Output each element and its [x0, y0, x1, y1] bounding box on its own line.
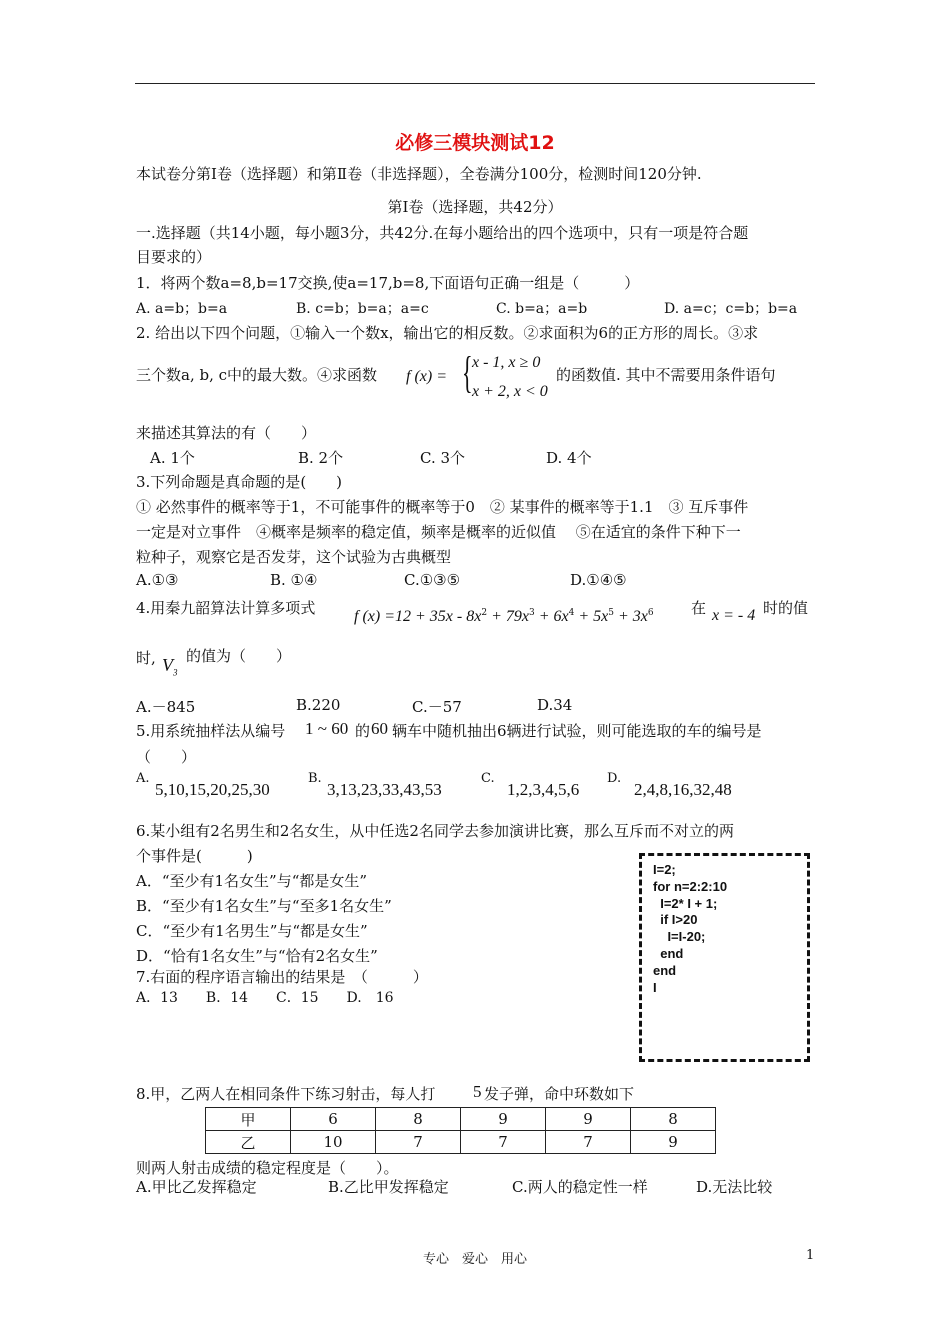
code-line: end	[653, 962, 677, 978]
part1-heading: 第Ⅰ卷（选择题，共42分）	[387, 198, 563, 216]
q5-number: 60	[371, 719, 388, 738]
q5-option-a: 5,10,15,20,25,30	[155, 780, 270, 799]
code-box	[639, 853, 810, 1062]
q7-stem: 7.右面的程序语言输出的结果是 （ ）	[136, 968, 428, 986]
q2-case1: x - 1, x ≥ 0	[472, 354, 541, 371]
q5-paren: （ ）	[136, 748, 197, 766]
table-cell: 6	[291, 1108, 376, 1131]
q2-line3: 来描述其算法的有（ ）	[136, 424, 317, 442]
header-rule	[135, 83, 815, 84]
table-cell: 9	[546, 1108, 631, 1131]
code-line: end	[653, 945, 684, 961]
q6-line2: 个事件是( )	[136, 847, 253, 865]
table-cell: 甲	[206, 1108, 291, 1131]
q2-line2-post: 的函数值. 其中不需要用条件语句	[556, 366, 776, 384]
q5-mid: 的	[355, 722, 371, 740]
table-row	[206, 1131, 716, 1154]
q4-line2-post: 的值为（ ）	[186, 647, 292, 665]
q6-option-a: A．“至少有1名女生”与“都是女生”	[136, 872, 368, 890]
q3-option-d: D.①④⑤	[570, 571, 627, 589]
q4-x-value: x = - 4	[712, 607, 756, 624]
q5-stem-post: 辆车中随机抽出6辆进行试验，则可能选取的车的编号是	[392, 722, 762, 740]
q2-option-d: D. 4个	[546, 449, 592, 467]
table-cell: 8	[376, 1108, 461, 1131]
q3-option-a: A.①③	[136, 571, 179, 589]
q1-option-a: A. a=b；b=a	[136, 301, 228, 317]
q4-option-b: B.220	[296, 696, 341, 714]
q4-v3: $V_3$	[162, 655, 178, 678]
q2-option-b: B. 2个	[298, 449, 344, 467]
q5-stem-pre: 5.用系统抽样法从编号	[136, 722, 286, 740]
table-cell: 7	[376, 1131, 461, 1154]
q3-line3: 粒种子，观察它是否发芽，这个试验为古典概型	[136, 548, 452, 566]
table-cell: 7	[461, 1131, 546, 1154]
q5-option-b-label: B.	[308, 771, 322, 786]
q3-option-b: B. ①④	[270, 571, 318, 589]
code-line: for n=2:2:10	[653, 878, 728, 894]
q4-at: 在	[691, 599, 707, 617]
q5-option-d-label: D.	[607, 771, 622, 786]
q8-stem-pre: 8.甲，乙两人在相同条件下练习射击，每人打	[136, 1085, 436, 1103]
q5-option-d: 2,4,8,16,32,48	[634, 780, 732, 799]
q2-case2: x + 2, x < 0	[472, 383, 548, 400]
q4-option-d: D.34	[537, 696, 573, 714]
q8-stem-post: 发子弹，命中环数如下	[484, 1085, 635, 1103]
q5-option-c-label: C.	[481, 771, 495, 786]
q6-option-c: C．“至少有1名男生”与“都是女生”	[136, 922, 368, 940]
table-cell: 乙	[206, 1131, 291, 1154]
q2-option-c: C. 3个	[420, 449, 466, 467]
q3-line1: ① 必然事件的概率等于1，不可能事件的概率等于0 ② 某事件的概率等于1.1 ③ 互斥事件	[136, 498, 749, 516]
q1-option-c: C. b=a；a=b	[496, 301, 588, 317]
q8-question: 则两人射击成绩的稳定程度是（ ）。	[136, 1159, 399, 1177]
q4-option-a: A.－845	[136, 698, 196, 716]
q2-line2-pre: 三个数a, b, c中的最大数。④求函数	[136, 366, 378, 384]
code-line: I=2* I + 1;	[653, 895, 718, 911]
q4-tail: 时的值	[763, 599, 809, 617]
page-number: 1	[806, 1248, 815, 1263]
code-line: I=2;	[653, 862, 676, 877]
section-instructions-2: 目要求的）	[136, 248, 212, 266]
q5-option-a-label: A.	[136, 771, 150, 786]
q6-option-b: B．“至少有1名女生”与“至多1名女生”	[136, 897, 392, 915]
q3-line2: 一定是对立事件 ④概率是频率的稳定值，频率是概率的近似值 ⑤在适宜的条件下种下一	[136, 523, 741, 541]
page-title: 必修三模块测试12	[395, 132, 555, 154]
q3-option-c: C.①③⑤	[404, 571, 461, 589]
q4-line2-pre: 时,	[136, 649, 156, 667]
page-footer: 专心 爱心 用心	[422, 1252, 527, 1267]
q3-stem: 3.下列命题是真命题的是( )	[136, 473, 343, 491]
table-row	[206, 1108, 716, 1131]
q4-option-c: C.－57	[412, 698, 462, 716]
q2-option-a: A. 1个	[150, 449, 195, 467]
table-cell: 7	[546, 1131, 631, 1154]
table-cell: 8	[631, 1108, 716, 1131]
code-line: I=I-20;	[653, 929, 706, 945]
q1-stem: 1．将两个数a=8,b=17交换,使a=17,b=8,下面语句正确一组是（ ）	[136, 274, 640, 292]
q5-option-b: 3,13,23,33,43,53	[327, 780, 442, 799]
q8-option-b: B.乙比甲发挥稳定	[328, 1178, 449, 1196]
q6-line1: 6.某小组有2名男生和2名女生，从中任选2名同学去参加演讲比赛，那么互斥而不对立的两	[136, 822, 734, 840]
intro-text: 本试卷分第Ⅰ卷（选择题）和第Ⅱ卷（非选择题），全卷满分100分，检测时间120分钟.	[136, 165, 702, 183]
q4-stem-pre: 4.用秦九韶算法计算多项式	[136, 599, 316, 617]
q5-range: 1 ~ 60	[305, 719, 349, 738]
q6-option-d: D．“恰有1名女生”与“恰有2名女生”	[136, 947, 378, 965]
table-cell: 10	[291, 1131, 376, 1154]
q4-polynomial: f $(x) =12 + 35x - 8x^2 + 79x^3 + 6x^4 + 5x^5 + 3x^6$	[354, 608, 654, 625]
table-cell: 9	[631, 1131, 716, 1154]
q2-func-name: f (x) =	[406, 368, 447, 385]
q1-option-d: D. a=c；c=b；b=a	[664, 301, 798, 317]
q8-option-a: A.甲比乙发挥稳定	[136, 1178, 257, 1196]
q8-number: 5	[473, 1082, 482, 1101]
q4-poly-lhs: f (x) =	[354, 608, 395, 625]
q7-options: A．13 B．14 C．15 D. 16	[136, 990, 394, 1006]
code-line: I	[653, 979, 657, 995]
code-line: if I>20	[653, 912, 698, 928]
q2-brace: {	[462, 348, 473, 397]
shooting-table	[205, 1107, 716, 1154]
table-cell: 9	[461, 1108, 546, 1131]
q1-option-b: B. c=b；b=a；a=c	[296, 301, 429, 317]
section-instructions-1: 一.选择题（共14小题，每小题3分，共42分.在每小题给出的四个选项中，只有一项是符合题	[136, 224, 749, 242]
q2-line1: 2. 给出以下四个问题，①输入一个数x，输出它的相反数。②求面积为6的正方形的周长。③求	[136, 324, 759, 342]
q8-option-d: D.无法比较	[696, 1178, 773, 1196]
q5-option-c: 1,2,3,4,5,6	[507, 780, 580, 799]
q8-option-c: C.两人的稳定性一样	[512, 1178, 648, 1196]
